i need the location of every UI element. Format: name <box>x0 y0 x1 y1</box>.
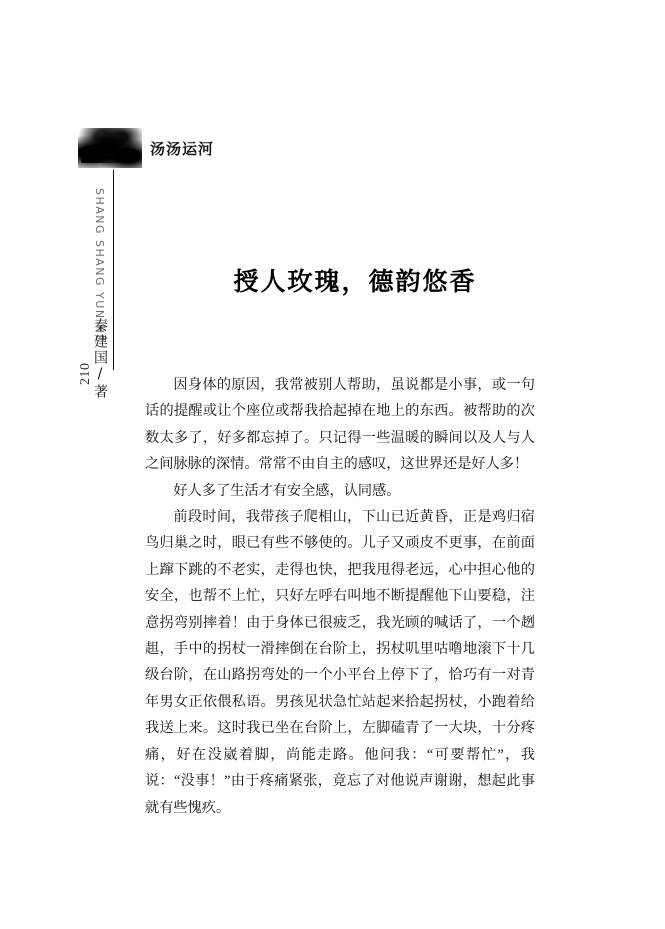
article-body <box>145 372 535 821</box>
book-title: 汤汤运河 <box>150 140 215 158</box>
running-head <box>78 128 498 170</box>
article-title: 授人玫瑰，德韵悠香 <box>233 267 477 296</box>
page-number: 210 <box>78 362 93 385</box>
book-title-pinyin: SHANG SHANG YUN HE <box>93 188 106 343</box>
paragraph: 好人多了生活才有安全感，认同感。 <box>173 482 401 499</box>
ink-painting-ornament-icon <box>78 128 142 168</box>
paragraph: 前段时间，我带孩子爬相山，下山已近黄昏，正是鸡归宿鸟归巢之时，眼已有些不够使的。儿子又顽皮不更事，在前面上蹿下跳的不老实，走得也快，把我甩得老远，心中担心他的安全，也帮不上忙，只好左呼右叫地不断提醒他下山要稳，注意拐弯别摔着！由于身体已很疲乏，我光顾的喊话了，一个趔趄，手中的拐杖一滑摔倒在台阶上，拐杖叽里咕噜地滚下十几级台阶，在山路拐弯处的一个小平台上停下了，恰巧有一对青年男女正依偎私语。男孩见状急忙站起来拾起拐杖，小跑着给我送上来。这时我已坐在台阶上，左脚磕青了一大块，十分疼痛，好在没崴着脚，尚能走路。他问我：“可要帮忙”，我说：“没事！”由于疼痛紧张，竟忘了对他说声谢谢，想起此事就有些愧疚。 <box>145 509 535 816</box>
book-author: 秦建国/著 <box>92 318 108 400</box>
vertical-divider-rule <box>113 170 114 370</box>
paragraph: 因身体的原因，我常被别人帮助，虽说都是小事，或一句话的提醒或让个座位或帮我拾起掉在地上的东西。被帮助的次数太多了，好多都忘掉了。只记得一些温暖的瞬间以及人与人之间脉脉的深情。常常不由自主的感叹，这世界还是好人多！ <box>145 377 535 473</box>
